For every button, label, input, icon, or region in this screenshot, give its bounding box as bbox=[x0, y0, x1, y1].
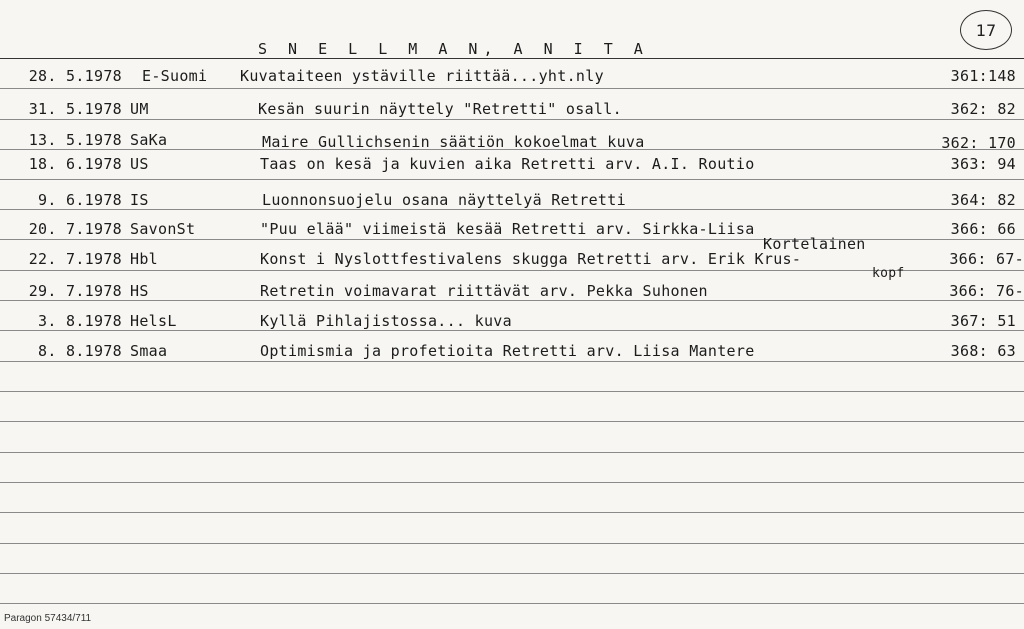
row-rule bbox=[0, 119, 1024, 120]
row-rule bbox=[0, 573, 1024, 574]
overflow-note: kopf bbox=[872, 266, 905, 281]
entry-ref: 366: 67- bbox=[949, 250, 1024, 268]
card-footer: Paragon 57434/711 bbox=[4, 613, 92, 624]
entry-source: HS bbox=[130, 282, 149, 300]
entry-source: E-Suomi bbox=[142, 67, 208, 85]
entry-ref: 362: 82 bbox=[950, 100, 1016, 118]
entry-date: 9. 6.1978 bbox=[38, 191, 122, 209]
entry-ref: 366: 76- bbox=[949, 282, 1024, 300]
card-number: 17 bbox=[975, 20, 997, 40]
entry-date: 18. 6.1978 bbox=[28, 155, 122, 173]
row-rule bbox=[0, 209, 1024, 210]
entry-date: 22. 7.1978 bbox=[28, 250, 122, 268]
entry-date: 3. 8.1978 bbox=[38, 312, 122, 330]
entry-ref: 367: 51 bbox=[950, 312, 1016, 330]
entry-title: Optimismia ja profetioita Retretti arv. Liisa Mantere bbox=[260, 342, 755, 360]
entry-ref: 361:148 bbox=[950, 67, 1016, 85]
row-rule bbox=[0, 361, 1024, 362]
entry-title: Taas on kesä ja kuvien aika Retretti arv. A.I. Routio bbox=[260, 155, 755, 173]
entry-ref: 363: 94 bbox=[950, 155, 1016, 173]
row-rule bbox=[0, 88, 1024, 89]
entry-source: Hbl bbox=[130, 250, 158, 268]
entry-title: Kesän suurin näyttely "Retretti" osall. bbox=[258, 100, 622, 118]
entry-source: SavonSt bbox=[130, 220, 196, 238]
entry-ref: 366: 66 bbox=[950, 220, 1016, 238]
row-rule bbox=[0, 270, 1024, 271]
entry-source: SaKa bbox=[130, 131, 168, 149]
entry-source: US bbox=[130, 155, 149, 173]
row-rule bbox=[0, 452, 1024, 453]
entry-title: Maire Gullichsenin säätiön kokoelmat kuva bbox=[262, 133, 645, 151]
overflow-note: Kortelainen bbox=[763, 235, 866, 253]
entry-source: UM bbox=[130, 100, 149, 118]
person-name: S N E L L M A N, A N I T A bbox=[258, 40, 649, 58]
entry-ref: 364: 82 bbox=[950, 191, 1016, 209]
entry-date: 8. 8.1978 bbox=[38, 342, 122, 360]
entry-title: Konst i Nyslottfestivalens skugga Retretti arv. Erik Krus- bbox=[260, 250, 802, 268]
entry-source: HelsL bbox=[130, 312, 177, 330]
row-rule bbox=[0, 330, 1024, 331]
row-rule bbox=[0, 482, 1024, 483]
row-rule bbox=[0, 603, 1024, 604]
row-rule bbox=[0, 391, 1024, 392]
row-rule bbox=[0, 512, 1024, 513]
entry-title: Kuvataiteen ystäville riittää...yht.nly bbox=[240, 67, 604, 85]
entry-date: 13. 5.1978 bbox=[28, 131, 122, 149]
row-rule bbox=[0, 543, 1024, 544]
row-rule bbox=[0, 239, 1024, 240]
entry-title: "Puu elää" viimeistä kesää Retretti arv. Sirkka-Liisa bbox=[260, 220, 755, 238]
entry-title: Kyllä Pihlajistossa... kuva bbox=[260, 312, 512, 330]
entry-source: Smaa bbox=[130, 342, 168, 360]
entry-ref: 368: 63 bbox=[950, 342, 1016, 360]
entry-title: Luonnonsuojelu osana näyttelyä Retretti bbox=[262, 191, 626, 209]
entry-date: 29. 7.1978 bbox=[28, 282, 122, 300]
entry-date: 31. 5.1978 bbox=[28, 100, 122, 118]
entry-source: IS bbox=[130, 191, 149, 209]
entry-date: 20. 7.1978 bbox=[28, 220, 122, 238]
row-rule bbox=[0, 179, 1024, 180]
row-rule bbox=[0, 421, 1024, 422]
entry-title: Retretin voimavarat riittävät arv. Pekka Suhonen bbox=[260, 282, 708, 300]
entry-ref: 362: 170 bbox=[941, 134, 1016, 152]
card-number-badge bbox=[960, 10, 1012, 50]
header-rule bbox=[0, 58, 1024, 59]
entry-date: 28. 5.1978 bbox=[28, 67, 122, 85]
row-rule bbox=[0, 300, 1024, 301]
